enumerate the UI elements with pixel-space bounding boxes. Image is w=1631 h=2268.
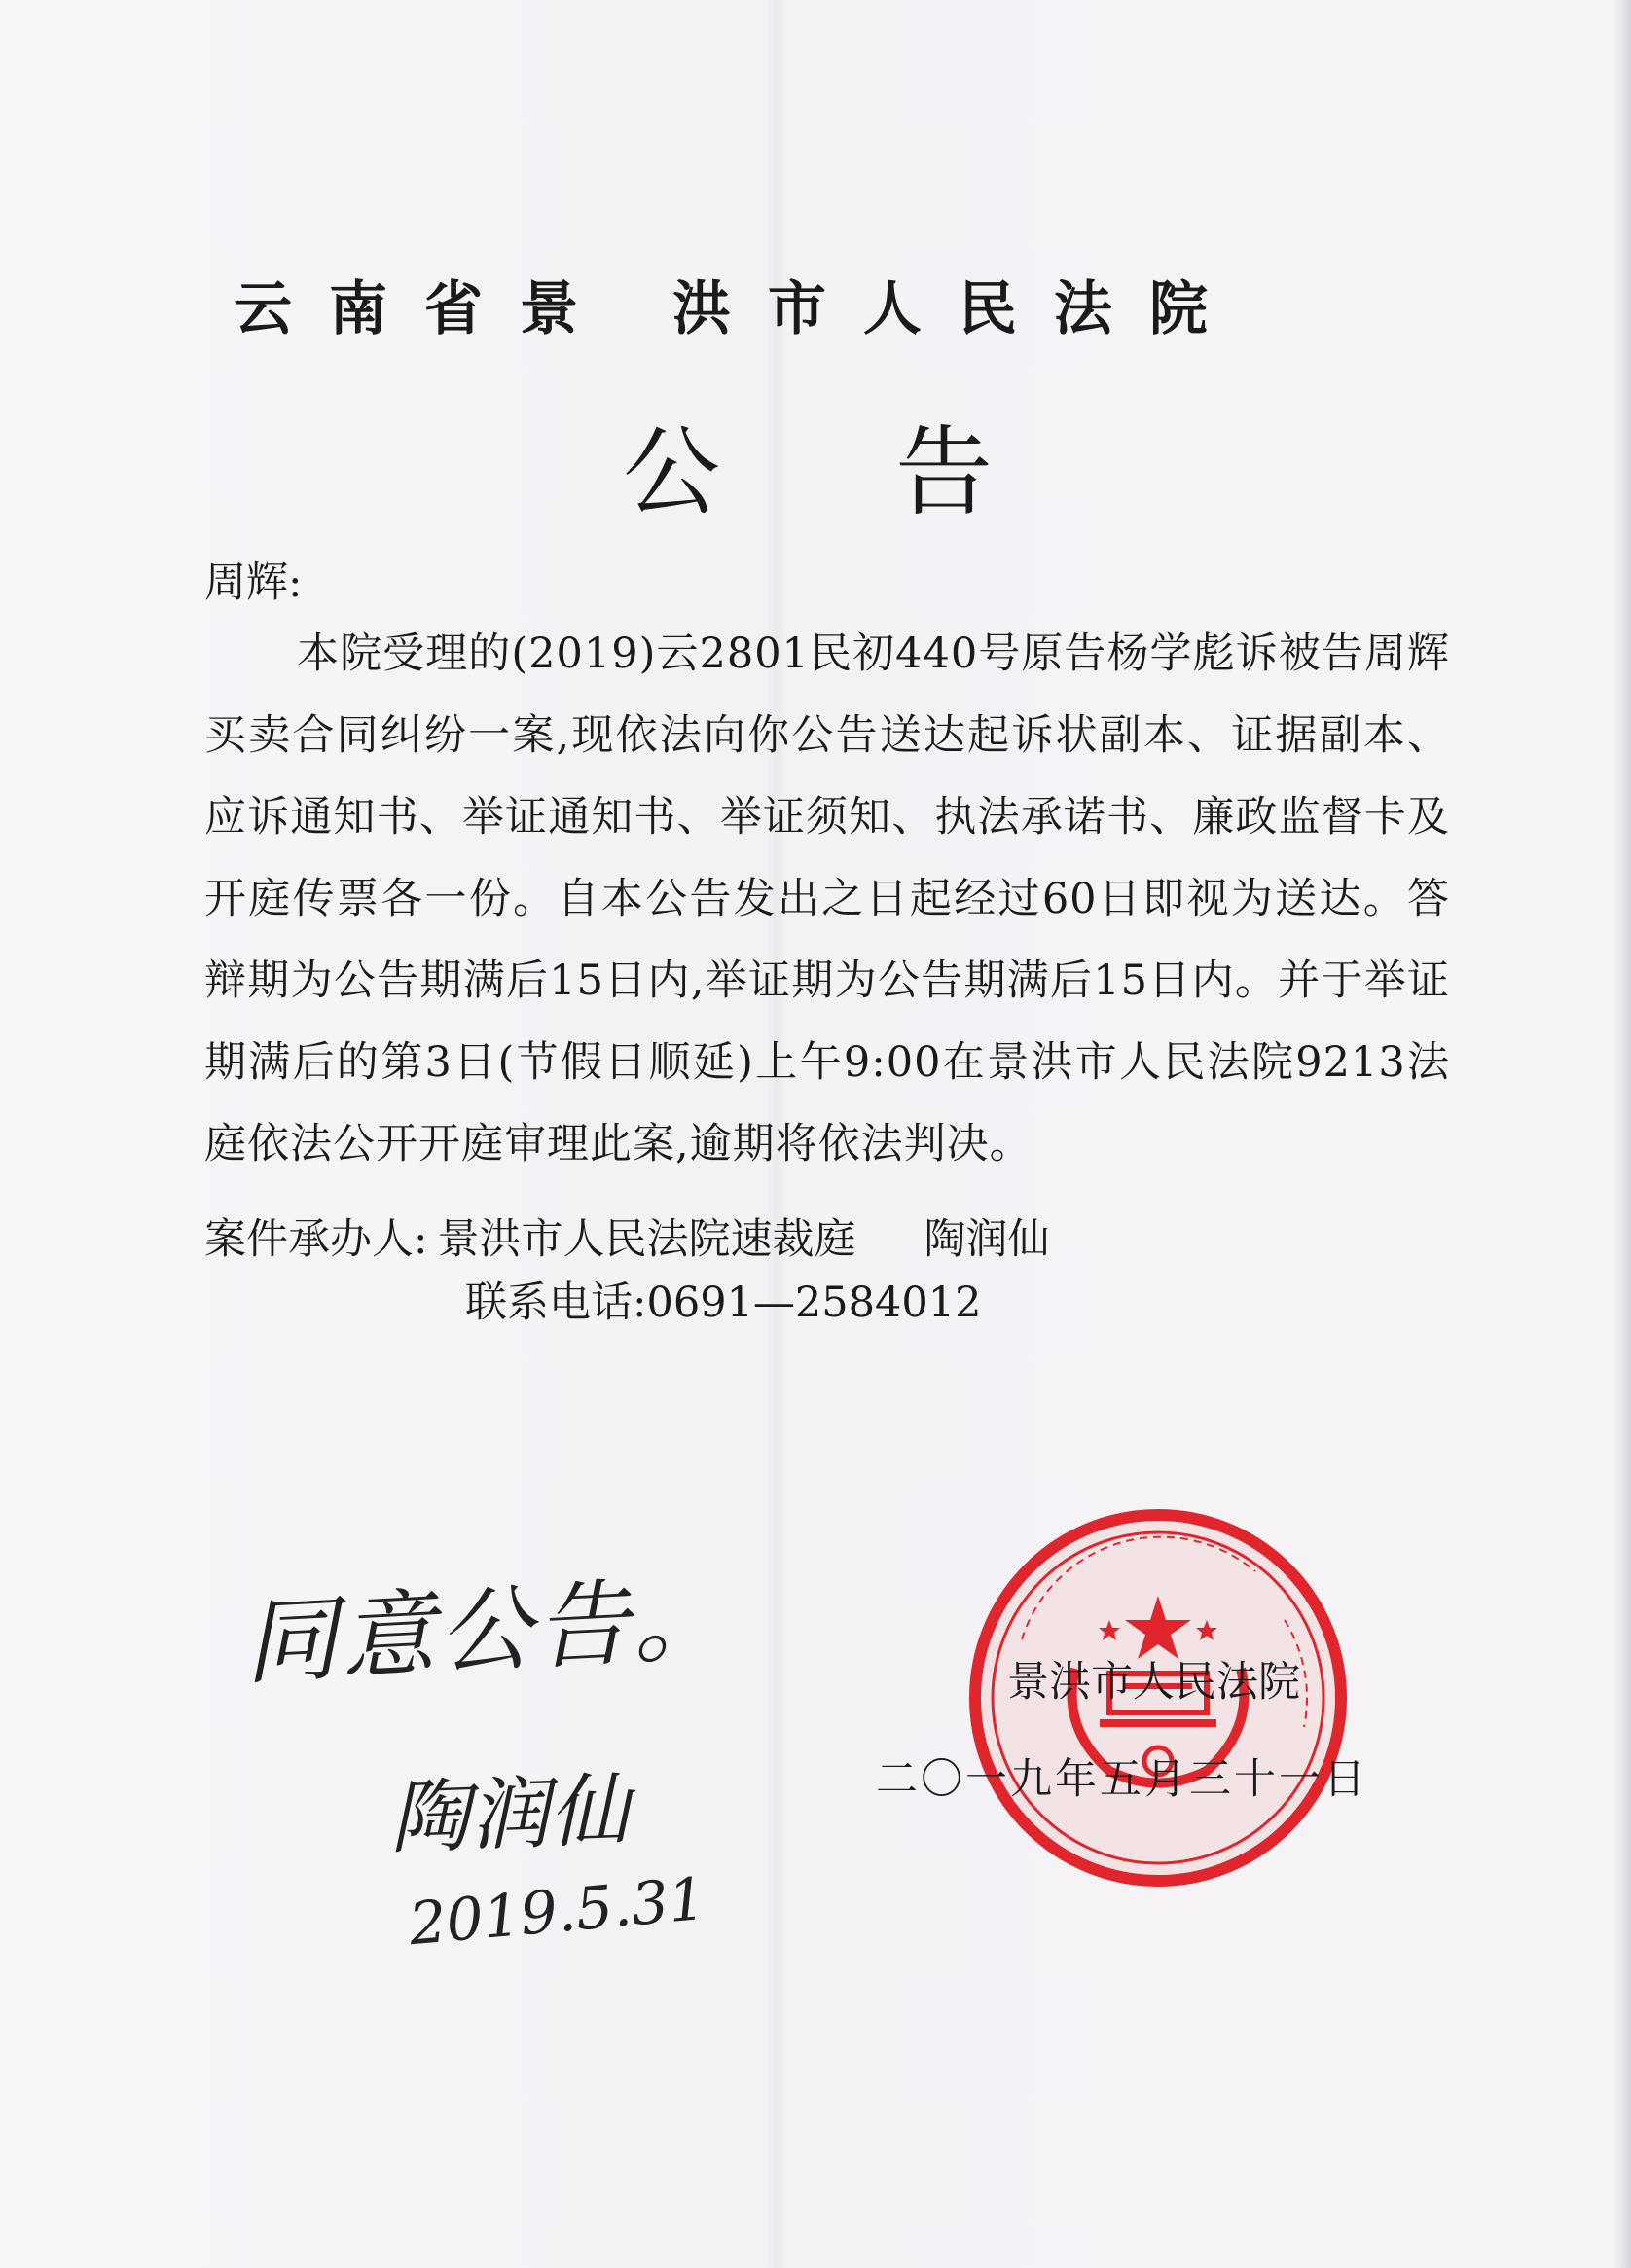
handler-label: 案件承办人: bbox=[204, 1215, 428, 1264]
handwritten-date: 2019.5.31 bbox=[406, 1864, 708, 1960]
phone-number: 0691—2584012 bbox=[646, 1278, 982, 1327]
handwritten-approval: 同意公告。 bbox=[240, 1563, 733, 1698]
phone-label: 联系电话: bbox=[465, 1278, 647, 1327]
court-name-heading: 云南省景 洪市人民法院 bbox=[234, 275, 1245, 343]
notice-title: 公告 bbox=[623, 415, 1168, 529]
salutation: 周辉: bbox=[204, 558, 303, 607]
handwritten-signature: 陶润仙 bbox=[387, 1764, 631, 1866]
issue-date: 二〇一九年五月三十一日 bbox=[876, 1755, 1368, 1804]
handler-name: 陶润仙 bbox=[924, 1215, 1050, 1264]
issuer-name: 景洪市人民法院 bbox=[1007, 1658, 1300, 1707]
scan-edge-shadow bbox=[1613, 0, 1631, 2268]
contact-phone-line bbox=[465, 1270, 981, 1329]
handler-department: 景洪市人民法院速裁庭 bbox=[437, 1215, 856, 1264]
case-handler-line bbox=[204, 1206, 1050, 1266]
notice-body: 本院受理的(2019)云2801民初440号原告杨学彪诉被告周辉买卖合同纠纷一案,现依法向你公告送达起诉状副本、证据副本、应诉通知书、举证通知书、举证须知、执法承诺书、廉政监督卡及开庭传票各一份。自本公告发出之日起经过60日即视为送达。答辩期为公告期满后15日内,举证期为公告期满后15日内。并于举证期满后的第3日(节假日顺延)上午9:00在景洪市人民法院9213法庭依法公开开庭审理此案,逾期将依法判决。 bbox=[204, 630, 1450, 1169]
